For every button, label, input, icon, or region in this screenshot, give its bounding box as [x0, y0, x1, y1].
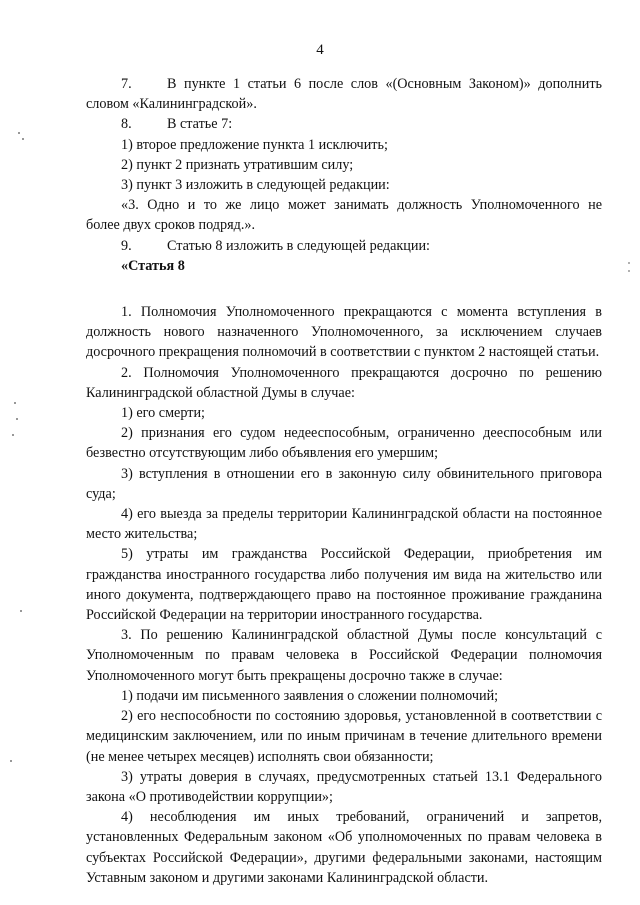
art7-quote-line-1: «3. Одно и то же лицо может занимать должность Уполномоченного не — [121, 197, 602, 214]
article-8-paragraph-2-item-2: 2) признания его судом недееспособным, ограниченно дееспособным или безвестно отсутствующим либо объявления его умершим; — [86, 425, 602, 462]
item-7-number: 7. — [121, 76, 132, 92]
item-7-continuation: словом «Калининградской». — [86, 96, 257, 113]
article-8-paragraph-1: 1. Полномочия Уполномоченного прекращаются с момента вступления в должность нового назначенного Уполномоченного, за исключением случаев досрочного прекращения полномочий в соответствии с пунктом 2 настоящей статьи. — [86, 304, 602, 361]
item-8-text: В статье 7: — [167, 116, 233, 133]
article-8-paragraph-2-item-3: 3) вступления в отношении его в законную силу обвинительного приговора суда; — [86, 465, 602, 502]
article-8-paragraph-3-item-2: 2) его неспособности по состоянию здоровья, установленной в соответствии с медицинским заключением, или по иным причинам в течение длительного времени (не менее четырех месяцев) исполнять свои обязанности; — [86, 708, 602, 765]
art7-quote-line-2: более двух сроков подряд.». — [86, 217, 256, 234]
article-8-paragraph-2: 2. Полномочия Уполномоченного прекращаются досрочно по решению Калининградской областной Думы в случае: — [86, 364, 602, 401]
document-body — [86, 74, 602, 888]
item-8 — [86, 114, 602, 134]
art7-subitem-2: 2) пункт 2 признать утратившим силу; — [121, 156, 354, 173]
article-8-paragraph-2-item-5: 5) утраты им гражданства Российской Федерации, приобретения им гражданства иностранного государства либо получения им вида на жительство или иного документа, подтверждающего право на постоянное проживание гражданина Российской Федерации на территории иностранного государства. — [86, 546, 602, 624]
article-8-paragraph-2-item-4: 4) его выезда за пределы территории Калининградской области на постоянное место жительства; — [86, 506, 602, 543]
scan-speck-right — [628, 262, 630, 264]
item-7 — [86, 74, 602, 94]
scan-specks — [0, 0, 40, 905]
page-number: 4 — [316, 42, 324, 58]
art7-subitem-1: 1) второе предложение пункта 1 исключить; — [121, 136, 388, 153]
article-8-paragraph-3-item-4: 4) несоблюдения им иных требований, ограничений и запретов, установленных Федеральным законом «Об уполномоченных по правам человека в субъектах Российской Федерации», другими федеральными законами, настоящим Уставным законом и другими законами Калининградской области. — [86, 809, 602, 886]
item-7-text: В пункте 1 статьи 6 после слов «(Основным Законом)» дополнить — [167, 76, 602, 92]
article-8-paragraph-2-item-1: 1) его смерти; — [121, 405, 205, 422]
article-8-paragraph-3: 3. По решению Калининградской областной Думы после консультаций с Уполномоченным по правам человека в Российской Федерации полномочия Уполномоченного могут быть прекращены досрочно также в случае: — [86, 627, 602, 684]
article-8-paragraph-3-item-1: 1) подачи им письменного заявления о сложении полномочий; — [121, 687, 499, 704]
article-8-heading: «Статья 8 — [121, 257, 185, 274]
item-8-number: 8. — [121, 116, 132, 133]
item-9-number: 9. — [121, 237, 132, 254]
item-9-text: Статью 8 изложить в следующей редакции: — [167, 237, 431, 254]
scan-speck-right — [628, 270, 630, 272]
item-9 — [86, 236, 602, 256]
article-8-paragraph-3-item-3: 3) утраты доверия в случаях, предусмотренных статьей 13.1 Федерального закона «О противодействии коррупции»; — [86, 768, 602, 805]
art7-subitem-3: 3) пункт 3 изложить в следующей редакции: — [121, 177, 390, 194]
